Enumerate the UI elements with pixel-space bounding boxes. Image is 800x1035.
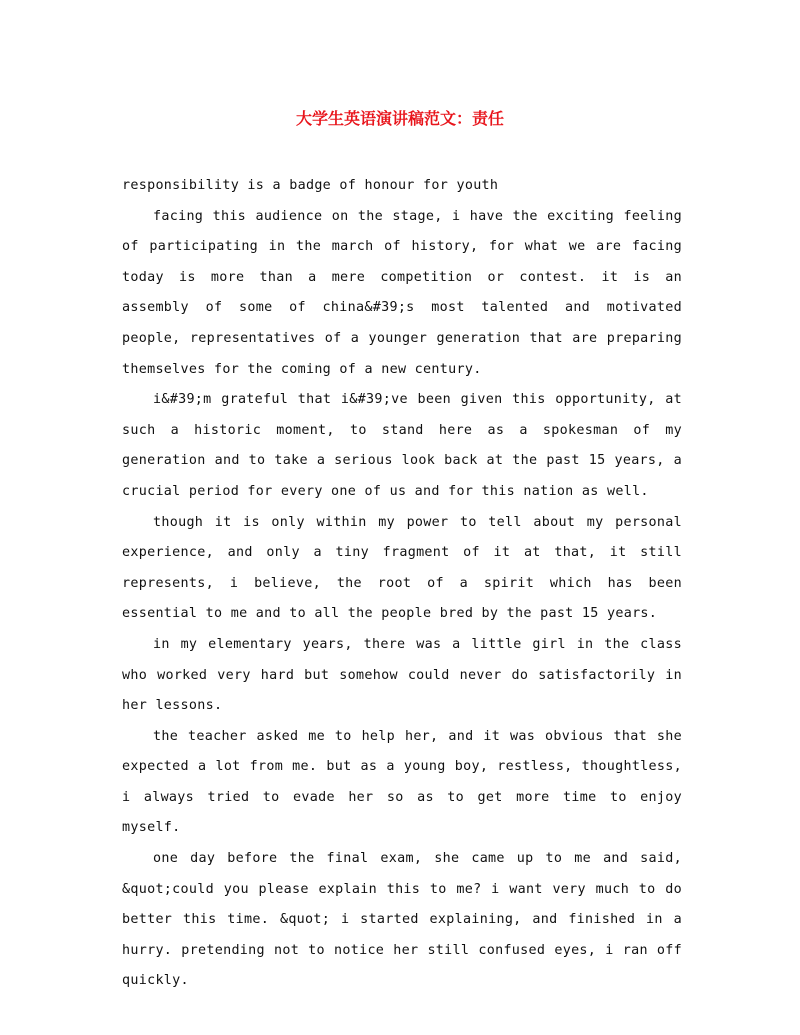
paragraph: the teacher asked me to help her, and it was obvious that she expected a lot from me. but as a young boy, restless, thoughtless, i always tried to evade her so as to get more time to enjoy myself. bbox=[122, 728, 682, 836]
paragraph-heading: responsibility is a badge of honour for youth bbox=[122, 178, 499, 193]
paragraph: i&#39;m grateful that i&#39;ve been given this opportunity, at such a historic moment, to stand here as a spokesman of my generation and to take a serious look back at the past 15 years, a crucial period for every one of us and for this nation as well. bbox=[122, 392, 682, 499]
document-title: 大学生英语演讲稿范文：责任 bbox=[295, 109, 504, 128]
paragraph: in my elementary years, there was a little girl in the class who worked very hard but somehow could never do satisfactorily in her lessons. bbox=[122, 636, 682, 714]
paragraph: though it is only within my power to tell about my personal experience, and only a tiny fragment of it at that, it still represents, i believe, the root of a spirit which has been essential to me and to all the people bred by the past 15 years. bbox=[122, 514, 682, 622]
document-body bbox=[122, 171, 682, 997]
paragraph: facing this audience on the stage, i have the exciting feeling of participating in the march of history, for what we are facing today is more than a mere competition or contest. it is an assembly of some of china&#39;s most talented and motivated people, representatives of a younger generation that are preparing themselves for the coming of a new century. bbox=[122, 208, 682, 377]
paragraph: one day before the final exam, she came up to me and said, &quot;could you please explain this to me? i want very much to do better this time. &quot; i started explaining, and finished in a hurry. pretending not to notice her still confused eyes, i ran off quickly. bbox=[122, 851, 682, 989]
